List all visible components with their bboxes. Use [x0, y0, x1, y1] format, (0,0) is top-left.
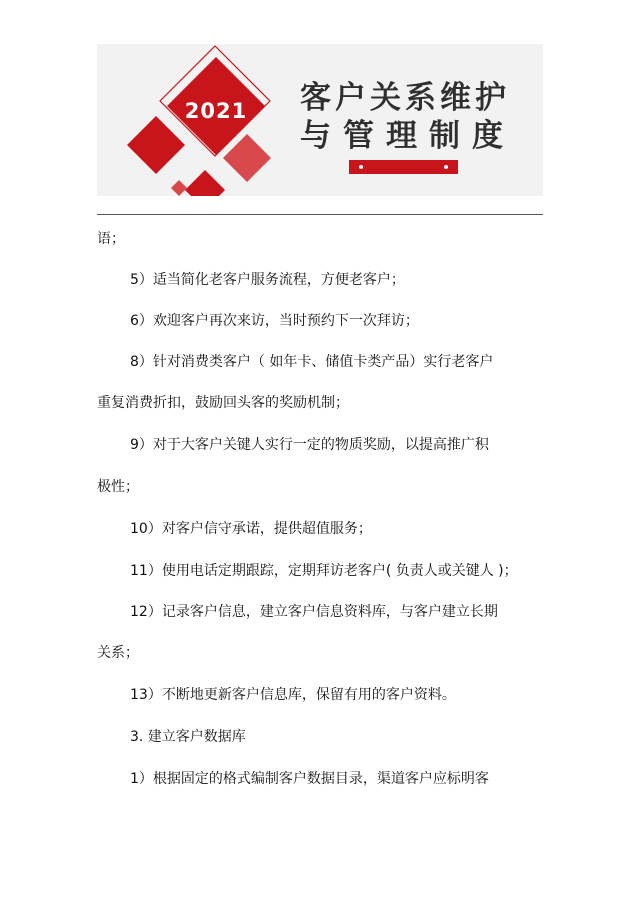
left-diamond: [127, 116, 185, 174]
banner-title-line1: 客户关系维护: [300, 80, 510, 116]
bar-dot-left: [359, 165, 363, 169]
paragraph-line: 重复消费折扣，鼓励回头客的奖励机制；: [97, 395, 349, 411]
paragraph-line: 1）根据固定的格式编制客户数据目录，渠道客户应标明客: [130, 771, 489, 787]
paragraph-line: 12）记录客户信息，建立客户信息资料库，与客户建立长期: [130, 604, 498, 620]
section-heading: 3. 建立客户数据库: [130, 729, 246, 745]
paragraph-line: 5）适当简化老客户服务流程，方便老客户；: [130, 272, 405, 288]
banner-title-line2: 与管理制度: [300, 118, 515, 154]
header-banner: [97, 44, 543, 196]
paragraph-line: 10）对客户信守承诺，提供超值服务；: [130, 521, 372, 537]
paragraph-line: 关系；: [97, 645, 139, 661]
banner-year: 2021: [184, 99, 248, 123]
bottom-diamond: [185, 170, 225, 196]
header-divider: [97, 214, 543, 215]
banner-red-bar: [349, 160, 458, 174]
paragraph-line: 语；: [97, 231, 125, 247]
paragraph-line: 6）欢迎客户再次来访，当时预约下一次拜访；: [130, 313, 419, 329]
small-diamond: [171, 180, 187, 196]
paragraph-line: 9）对于大客户关键人实行一定的物质奖励，以提高推广积: [130, 437, 489, 453]
paragraph-line: 极性；: [97, 479, 139, 495]
paragraph-line: 11）使用电话定期跟踪，定期拜访老客户( 负责人或关键人 )；: [130, 563, 518, 579]
paragraph-line: 8）针对消费类客户（ 如年卡、储值卡类产品）实行老客户: [130, 354, 494, 370]
bar-dot-right: [444, 165, 448, 169]
paragraph-line: 13）不断地更新客户信息库，保留有用的客户资料。: [130, 687, 456, 703]
